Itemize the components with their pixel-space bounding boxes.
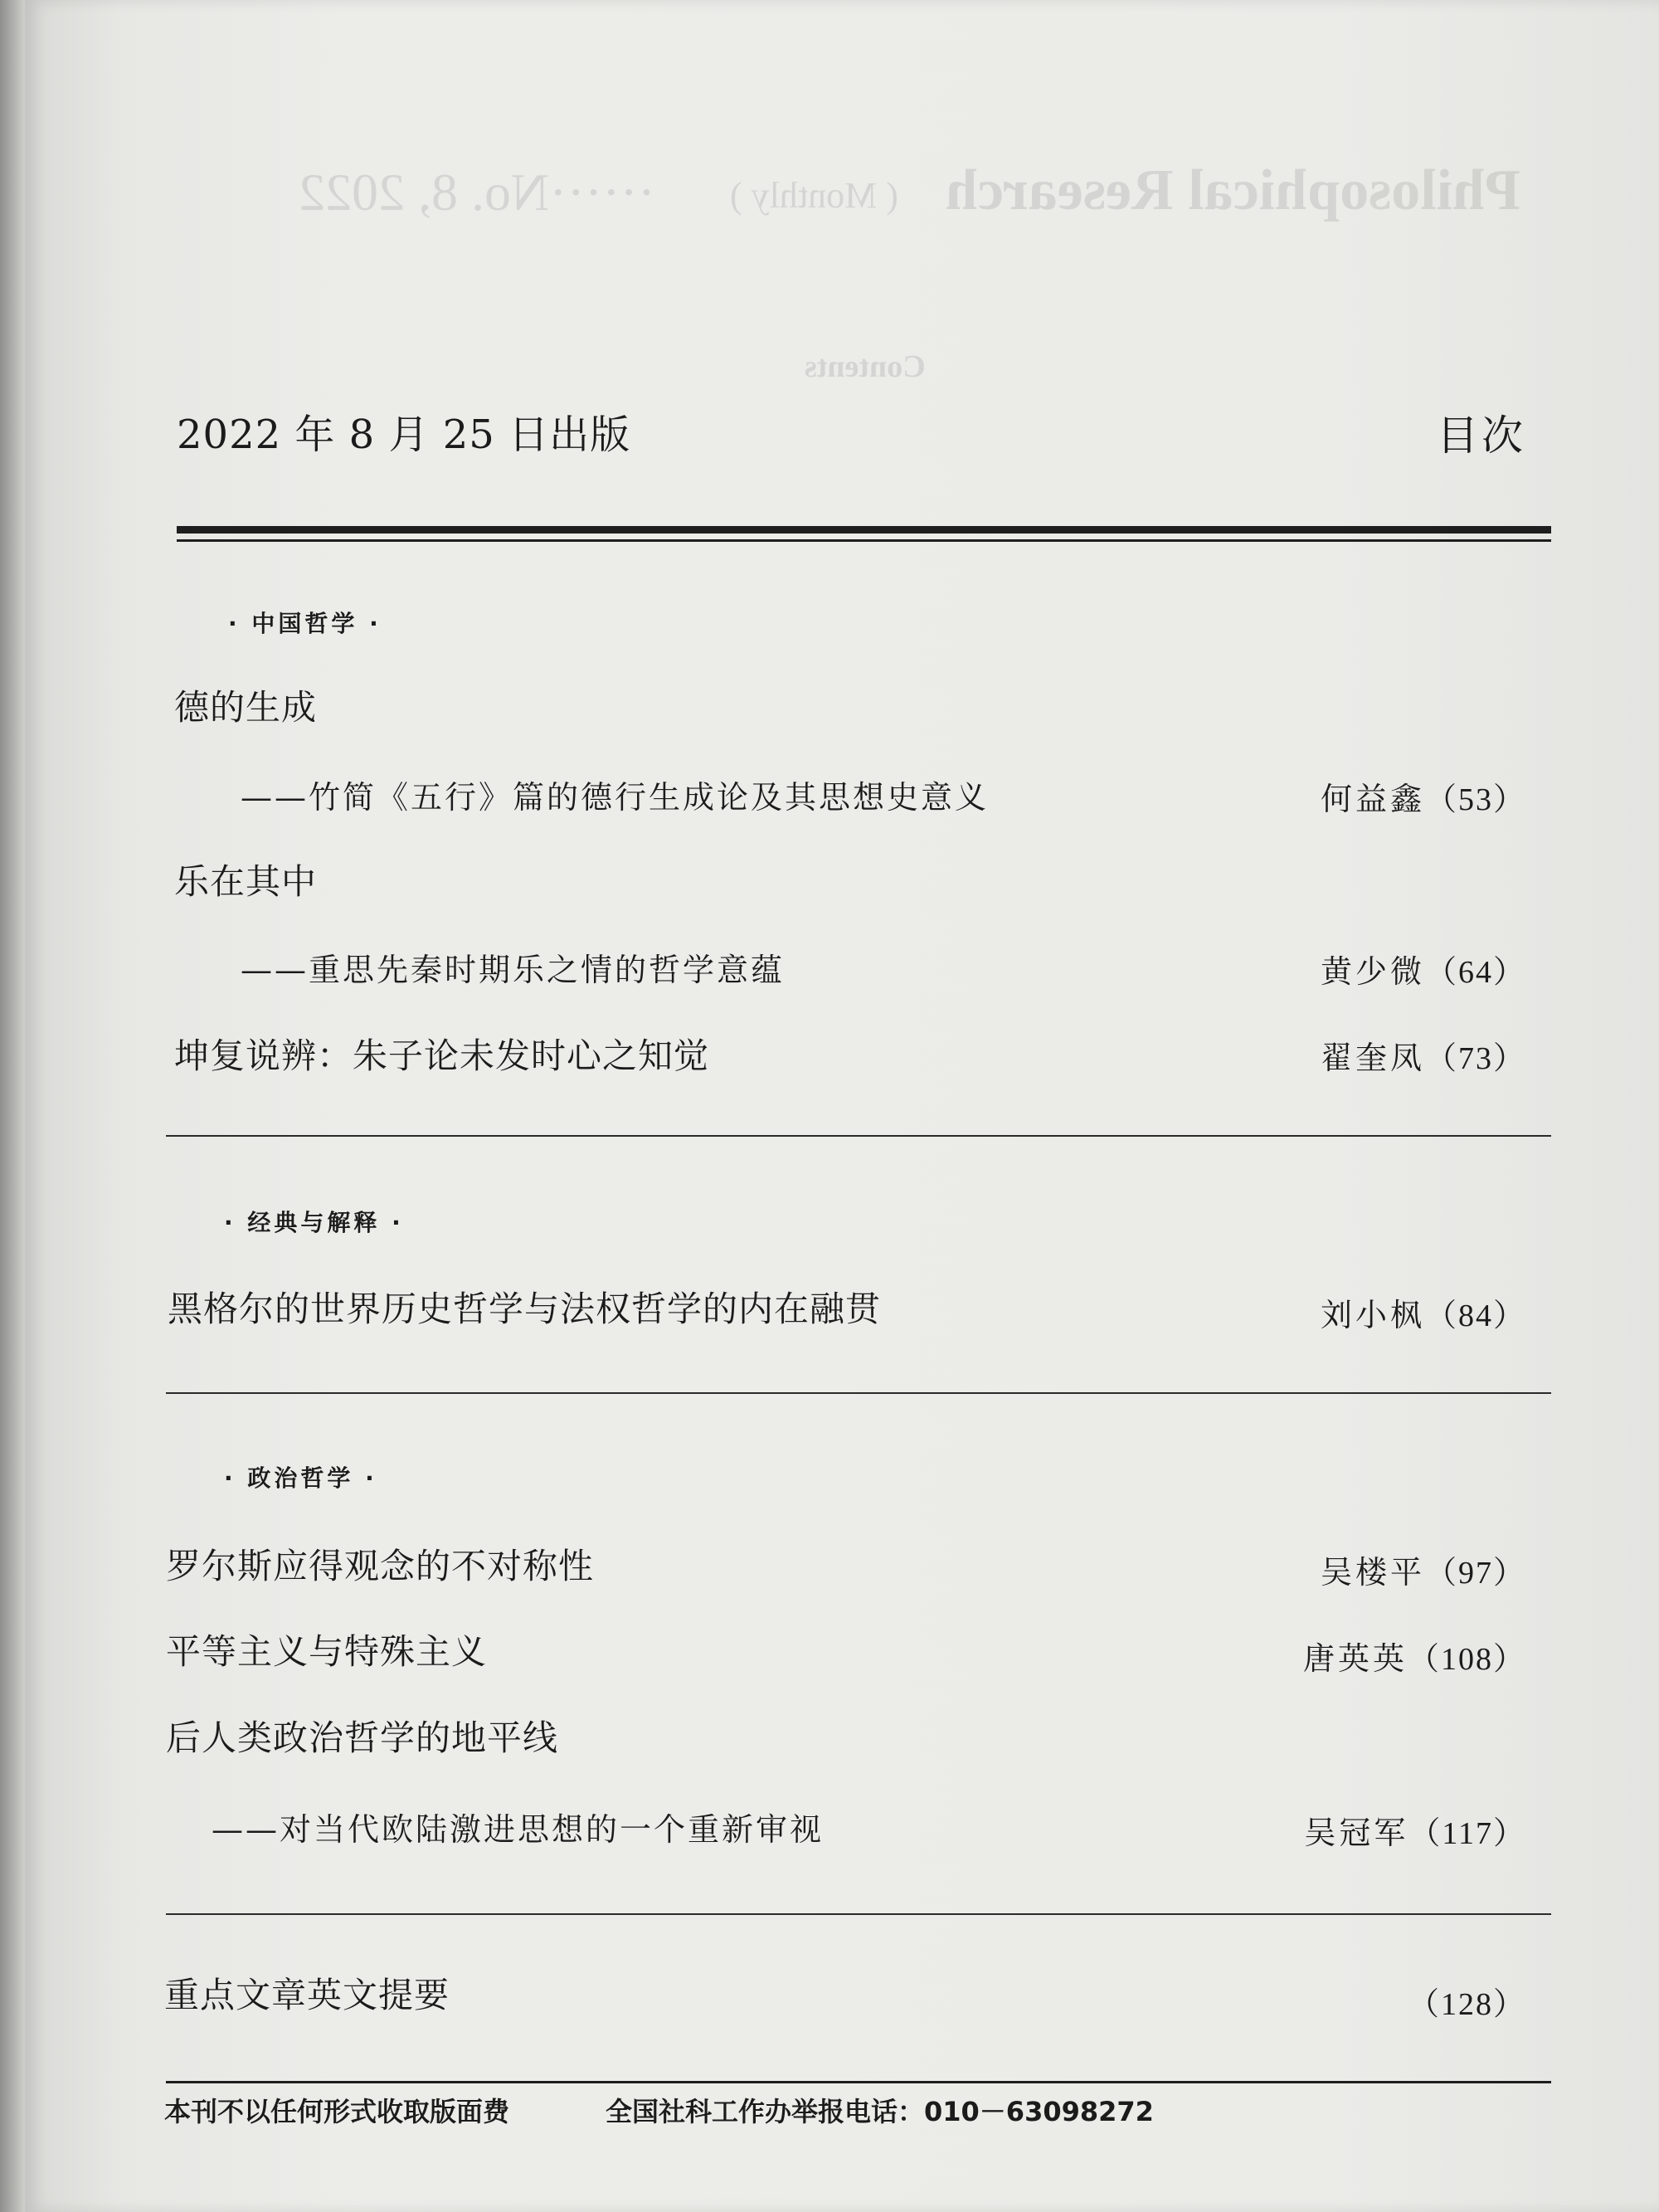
article-byline xyxy=(1321,1289,1526,1335)
section-divider xyxy=(166,1913,1551,1915)
article-byline xyxy=(1321,773,1526,819)
article-byline xyxy=(1321,1032,1526,1078)
footer-divider xyxy=(166,2081,1551,2083)
article-title: 乐在其中 xyxy=(174,861,318,902)
section-divider xyxy=(166,1392,1551,1394)
abstracts-title: 重点文章英文提要 xyxy=(164,1975,450,2015)
bleed-contents: Contents xyxy=(805,349,926,384)
section-heading: · 中国哲学 · xyxy=(228,610,382,637)
article-author: 翟奎凤 xyxy=(1320,1040,1425,1076)
article-byline xyxy=(1304,1807,1526,1853)
article-author: 唐英英 xyxy=(1302,1640,1408,1677)
journal-page xyxy=(25,0,1659,2212)
article-title: 黑格尔的世界历史哲学与法权哲学的内在融贯 xyxy=(168,1289,882,1329)
book-spine-shadow xyxy=(0,0,25,2212)
section-heading: · 政治哲学 · xyxy=(224,1464,377,1492)
article-title: 罗尔斯应得观念的不对称性 xyxy=(166,1546,595,1586)
article-title: 坤复说辨：朱子论未发时心之知觉 xyxy=(174,1035,710,1076)
article-page: （64） xyxy=(1424,955,1526,990)
header-rule-thin xyxy=(177,539,1551,542)
article-page: （117） xyxy=(1408,1816,1526,1851)
article-title: 后人类政治哲学的地平线 xyxy=(166,1717,559,1758)
article-page: （84） xyxy=(1424,1298,1526,1333)
article-subtitle: ——对当代欧陆激进思想的一个重新审视 xyxy=(212,1811,825,1848)
article-author: 何益鑫 xyxy=(1320,781,1425,817)
header-rule-thick xyxy=(177,526,1551,534)
article-subtitle: ——竹简《五行》篇的德行生成论及其思想史意义 xyxy=(241,779,990,816)
article-author: 刘小枫 xyxy=(1320,1297,1425,1333)
article-byline xyxy=(1303,1633,1526,1678)
article-subtitle: ——重思先秦时期乐之情的哲学意蕴 xyxy=(241,952,786,988)
publication-date: 2022 年 8 月 25 日出版 xyxy=(177,412,631,458)
article-title: 平等主义与特殊主义 xyxy=(166,1631,488,1672)
article-author: 吴楼平 xyxy=(1320,1554,1425,1591)
section-heading: · 经典与解释 · xyxy=(224,1209,404,1236)
article-page: （53） xyxy=(1424,782,1526,817)
article-byline xyxy=(1321,946,1526,992)
article-byline xyxy=(1321,1547,1526,1592)
abstracts-page: （128） xyxy=(1407,1987,1526,2022)
bleed-issue: ······No. 8, 2022 xyxy=(299,163,656,222)
article-page: （73） xyxy=(1424,1041,1526,1076)
bleed-journal-title: Philosophical Research xyxy=(946,158,1520,222)
bleed-monthly: ( Monthly ) xyxy=(730,175,898,216)
article-title: 德的生成 xyxy=(174,687,318,728)
abstracts-byline xyxy=(1408,1978,1526,2024)
article-author: 黄少微 xyxy=(1320,953,1425,990)
article-author: 吴冠军 xyxy=(1304,1815,1409,1851)
article-page: （108） xyxy=(1407,1642,1526,1677)
toc-heading: 目次 xyxy=(1437,412,1526,460)
article-page: （97） xyxy=(1424,1556,1526,1591)
footer-hotline: 全国社科工作办举报电话：010－63098272 xyxy=(606,2096,1154,2127)
section-divider xyxy=(166,1135,1551,1137)
footer-notice: 本刊不以任何形式收取版面费 xyxy=(164,2096,510,2127)
